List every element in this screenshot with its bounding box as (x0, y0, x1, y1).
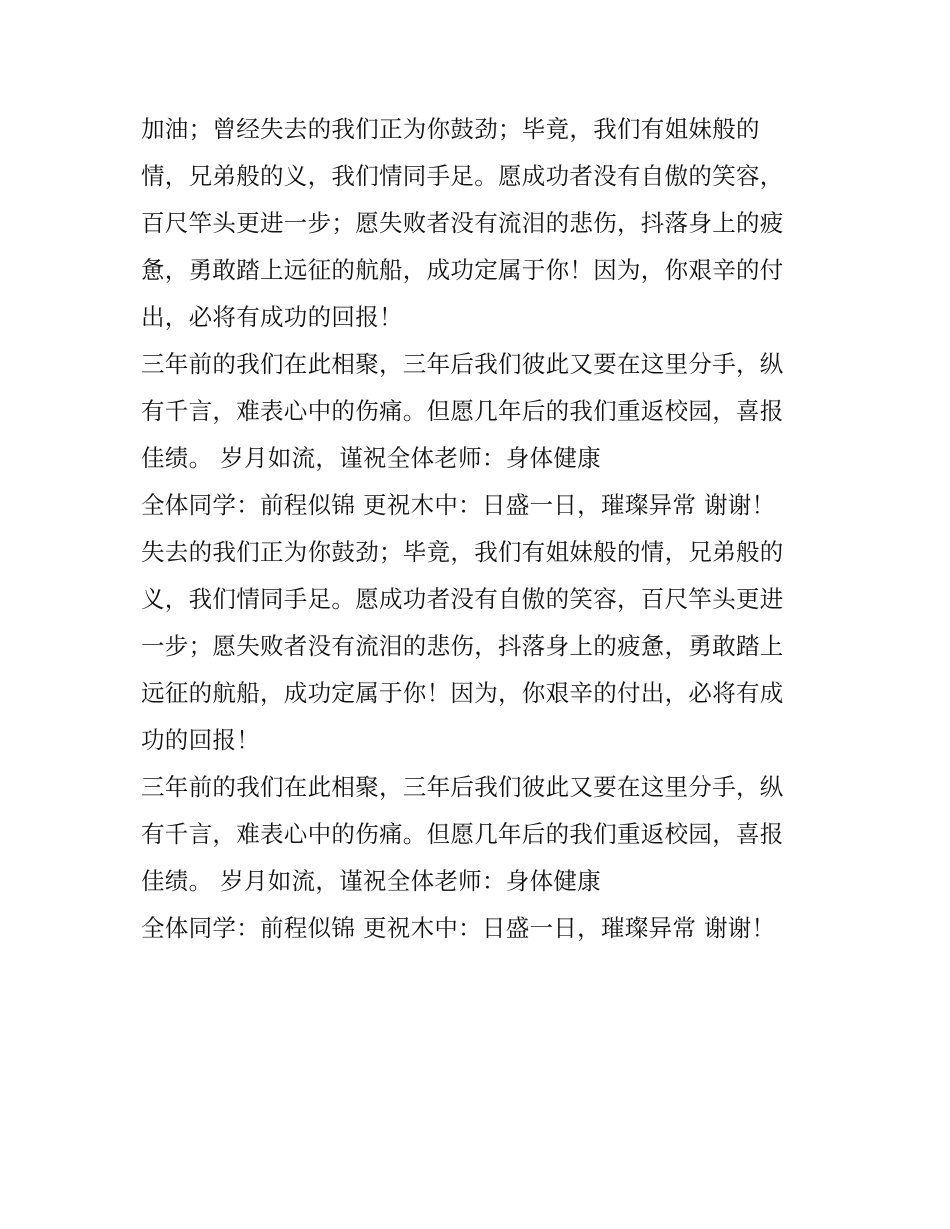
text-line: 佳绩。 岁月如流，谨祝全体老师：身体健康 (141, 444, 601, 472)
text-line: 有千言，难表心中的伤痛。但愿几年后的我们重返校园，喜报 (141, 397, 784, 425)
text-line: 惫，勇敢踏上远征的航船，成功定属于你！因为，你艰辛的付 (141, 256, 784, 284)
text-line: 一步；愿失败者没有流泪的悲伤，抖落身上的疲惫，勇敢踏上 (141, 632, 784, 660)
text-line: 百尺竿头更进一步；愿失败者没有流泪的悲伤，抖落身上的疲 (141, 209, 784, 237)
text-line: 远征的航船，成功定属于你！因为，你艰辛的付出，必将有成 (141, 679, 784, 707)
text-line: 出，必将有成功的回报！ (141, 303, 403, 331)
text-line: 有千言，难表心中的伤痛。但愿几年后的我们重返校园，喜报 (141, 820, 784, 848)
text-line: 情，兄弟般的义，我们情同手足。愿成功者没有自傲的笑容， (141, 162, 784, 190)
document-body (141, 106, 821, 952)
text-line: 失去的我们正为你鼓劲；毕竟，我们有姐妹般的情，兄弟般的 (141, 538, 784, 566)
text-line: 全体同学：前程似锦 更祝木中：日盛一日，璀璨异常 谢谢！ (141, 491, 776, 519)
text-line: 全体同学：前程似锦 更祝木中：日盛一日，璀璨异常 谢谢！ (141, 914, 776, 942)
text-line: 加油；曾经失去的我们正为你鼓劲；毕竟，我们有姐妹般的 (141, 115, 760, 143)
text-line: 三年前的我们在此相聚，三年后我们彼此又要在这里分手，纵 (141, 773, 784, 801)
text-line: 三年前的我们在此相聚，三年后我们彼此又要在这里分手，纵 (141, 350, 784, 378)
text-line: 功的回报！ (141, 726, 260, 754)
text-line: 佳绩。 岁月如流，谨祝全体老师：身体健康 (141, 867, 601, 895)
text-line: 义，我们情同手足。愿成功者没有自傲的笑容，百尺竿头更进 (141, 585, 784, 613)
